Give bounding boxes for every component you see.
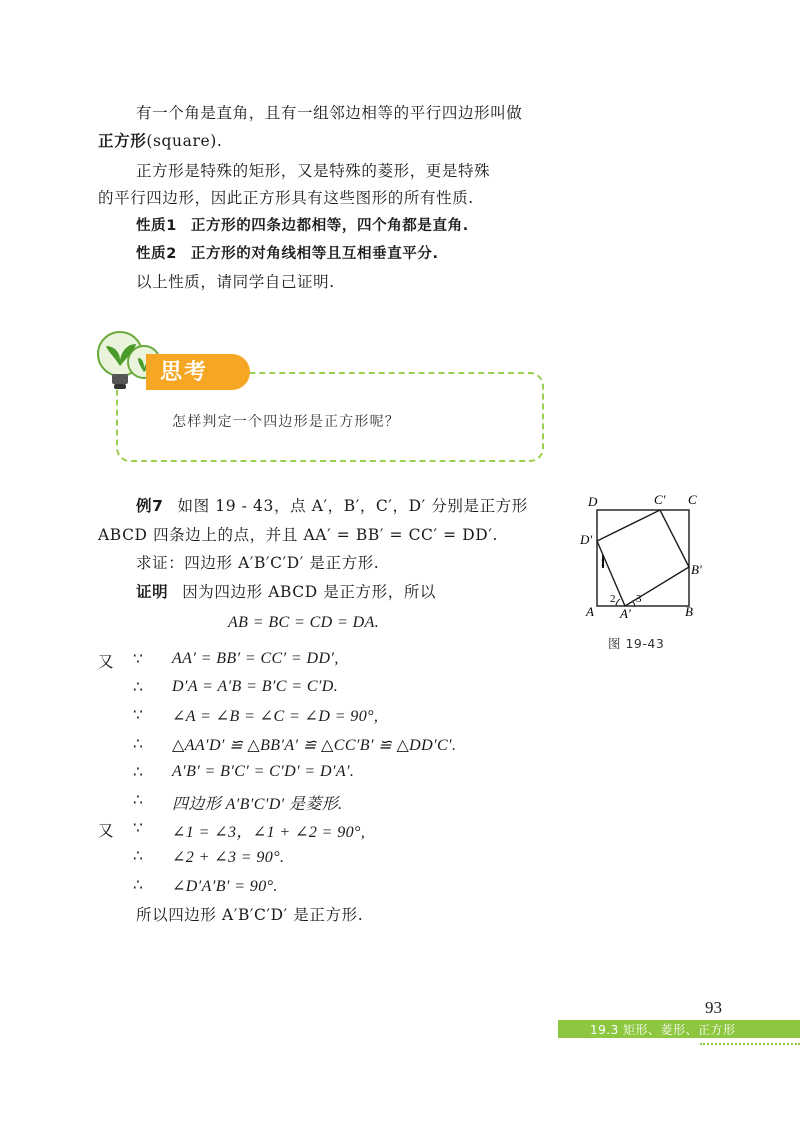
property-2-label: 性质2: [136, 246, 177, 262]
proof-intro-line: [136, 580, 436, 602]
proof-step-symbol: ∴: [133, 791, 144, 809]
proof-step-expression: △AA′D′ ≌ △BB′A′ ≌ △CC′B′ ≌ △DD′C′.: [172, 736, 457, 754]
property-2: [136, 242, 439, 263]
property-1-label: 性质1: [136, 218, 177, 234]
proof-step-expression: A′B′ = B′C′ = C′D′ = D′A′.: [172, 762, 355, 780]
proof-step-expression: ∠A = ∠B = ∠C = ∠D = 90°,: [172, 708, 379, 726]
proof-label: 证明: [136, 583, 169, 601]
property-1: [136, 214, 469, 235]
example-goal: 求证：四边形 A′B′C′D′ 是正方形.: [136, 554, 380, 572]
label-A: A: [586, 604, 594, 619]
example-statement: 如图 19 - 43，点 A′，B′，C′，D′ 分别是正方形: [177, 497, 528, 515]
page-number: 93: [705, 998, 722, 1017]
proof-step-prefix: 又: [98, 822, 115, 841]
proof-step-expression: 四边形 A′B′C′D′ 是菱形.: [172, 796, 343, 813]
angle-arc-2: [616, 599, 620, 606]
special-line-2: 的平行四边形，因此正方形具有这些图形的所有性质.: [98, 189, 474, 207]
proof-step-symbol: ∴: [133, 762, 144, 781]
label-C: C: [688, 492, 697, 507]
equation-sides: AB = BC = CD = DA.: [228, 614, 380, 631]
definition-line-2: [98, 129, 222, 151]
square-apbpcpdp: [597, 510, 689, 606]
proof-intro: 因为四边形 ABCD 是正方形，所以: [182, 583, 437, 601]
proof-step-symbol: ∴: [133, 875, 144, 894]
think-title: 思考: [160, 360, 209, 385]
proof-step-symbol: ∵: [133, 819, 144, 838]
proof-step-symbol: ∴: [133, 847, 144, 866]
term-square: 正方形: [98, 132, 147, 150]
label-Bprime: B′: [691, 562, 702, 577]
proof-step-expression: ∠2 + ∠3 = 90°.: [172, 849, 285, 867]
example-label: 例7: [136, 497, 164, 515]
think-question: 怎样判定一个四边形是正方形呢？: [172, 414, 400, 430]
figure-19-43: [580, 490, 710, 620]
property-1-text: 正方形的四条边都相等，四个角都是直角.: [190, 218, 469, 234]
example-line-1: [136, 494, 528, 516]
section-title: 19.3 矩形、菱形、正方形: [590, 1023, 736, 1037]
proof-step-expression: ∠D′A′B′ = 90°.: [172, 877, 278, 895]
proof-step-symbol: ∵: [133, 650, 144, 668]
proof-step-expression: ∠1 = ∠3，∠1 + ∠2 = 90°,: [172, 824, 366, 842]
prove-hint: 以上性质，请同学自己证明.: [136, 273, 335, 291]
example-line-2: ABCD 四条边上的点，并且 AA′ = BB′ = CC′ = DD′.: [98, 526, 498, 544]
proof-step-symbol: ∴: [133, 678, 144, 697]
proof-step-symbol: ∵: [133, 706, 144, 725]
square-abcd: [597, 510, 689, 606]
label-D: D: [588, 494, 598, 509]
label-Dprime: D′: [580, 532, 593, 547]
definition-line-1: 有一个角是直角，且有一组邻边相等的平行四边形叫做: [136, 104, 523, 122]
term-square-english: (square).: [146, 132, 223, 150]
proof-step-expression: D′A = A′B = B′C = C′D.: [172, 678, 339, 696]
label-B: B: [685, 604, 693, 619]
special-line-1: 正方形是特殊的矩形，又是特殊的菱形，更是特殊: [136, 162, 491, 180]
label-angle-3: 3: [636, 593, 642, 605]
footer-dotted-rule: [700, 1043, 800, 1045]
figure-caption: 图 19-43: [608, 636, 665, 651]
property-2-text: 正方形的对角线相等且互相垂直平分.: [190, 246, 439, 262]
label-Cprime: C′: [654, 492, 666, 507]
proof-step-prefix: 又: [98, 653, 115, 671]
label-Aprime: A′: [620, 606, 631, 620]
label-angle-1: 1: [600, 557, 606, 569]
conclusion: 所以四边形 A′B′C′D′ 是正方形.: [136, 906, 364, 924]
proof-step-expression: AA′ = BB′ = CC′ = DD′,: [172, 650, 339, 667]
proof-step-symbol: ∴: [133, 734, 144, 753]
label-angle-2: 2: [610, 593, 616, 605]
angle-arc-3: [632, 601, 635, 606]
